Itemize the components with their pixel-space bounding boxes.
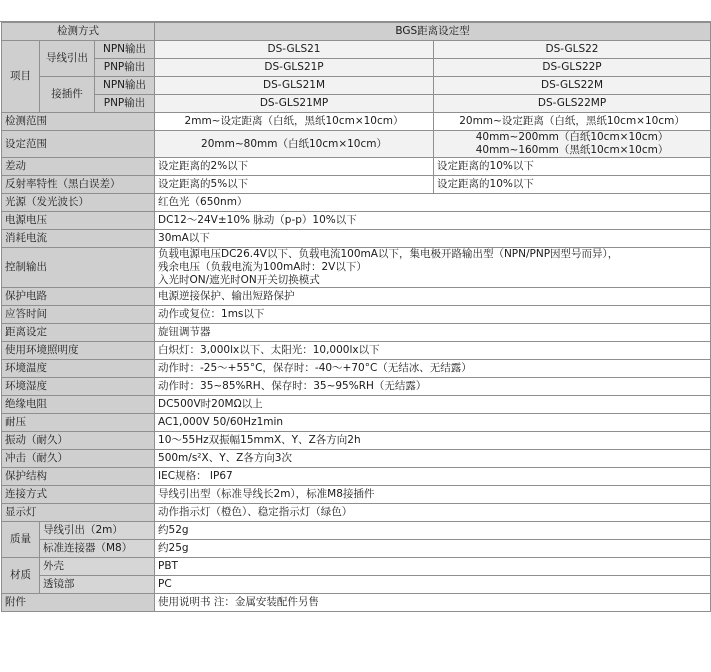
table-row <box>2 342 711 360</box>
row-sublabel: 透镜部 <box>40 576 155 594</box>
row-label: 冲击（耐久） <box>2 450 155 468</box>
row-value: 动作时：-25～+55°C，保存时：-40～+70°C（无结冰、无结露） <box>155 360 711 378</box>
row-label: 振动（耐久） <box>2 432 155 450</box>
row-value: 动作或复位：1ms以下 <box>155 306 711 324</box>
table-row <box>2 131 711 158</box>
table-row <box>2 95 711 113</box>
row-label: 使用环境照明度 <box>2 342 155 360</box>
table-row <box>2 324 711 342</box>
mass-label: 质量 <box>2 522 40 558</box>
table-row <box>2 248 711 288</box>
model-cell: DS-GLS22M <box>434 77 711 95</box>
row-value: DC12～24V±10% 脉动（p-p）10%以下 <box>155 212 711 230</box>
spec-table <box>1 22 711 612</box>
row-value: 约52g <box>155 522 711 540</box>
row-label: 光源（发光波长） <box>2 194 155 212</box>
pnp-label: PNP输出 <box>95 59 155 77</box>
row-value: PC <box>155 576 711 594</box>
row-value: 设定距离的10%以下 <box>434 176 711 194</box>
row-value: 动作指示灯（橙色）、稳定指示灯（绿色） <box>155 504 711 522</box>
table-row <box>2 522 711 540</box>
table-row <box>2 360 711 378</box>
model-cell: DS-GLS21MP <box>155 95 434 113</box>
table-row <box>2 59 711 77</box>
table-row <box>2 176 711 194</box>
row-label: 环境温度 <box>2 360 155 378</box>
table-row <box>2 558 711 576</box>
row-label: 耐压 <box>2 414 155 432</box>
row-value: 20mm~设定距离（白纸，黑纸10cm×10cm） <box>434 113 711 131</box>
method-label: 检测方式 <box>2 23 155 41</box>
row-value: 红色光（650nm） <box>155 194 711 212</box>
row-label: 显示灯 <box>2 504 155 522</box>
item-label: 项目 <box>2 41 40 113</box>
table-row <box>2 23 711 41</box>
row-sublabel: 导线引出（2m） <box>40 522 155 540</box>
row-value: 2mm~设定距离（白纸，黑纸10cm×10cm） <box>155 113 434 131</box>
table-row <box>2 77 711 95</box>
row-value: 约25g <box>155 540 711 558</box>
row-value-line: 40mm~160mm（黑纸10cm×10cm） <box>475 144 669 156</box>
model-cell: DS-GLS22P <box>434 59 711 77</box>
model-cell: DS-GLS22 <box>434 41 711 59</box>
pnp-label: PNP输出 <box>95 95 155 113</box>
model-cell: DS-GLS21P <box>155 59 434 77</box>
table-row <box>2 594 711 612</box>
row-label: 距离设定 <box>2 324 155 342</box>
table-row <box>2 414 711 432</box>
table-row <box>2 113 711 131</box>
material-label: 材质 <box>2 558 40 594</box>
row-value: PBT <box>155 558 711 576</box>
row-value: 设定距离的5%以下 <box>155 176 434 194</box>
row-value: 白炽灯：3,000lx以下、太阳光：10,000lx以下 <box>155 342 711 360</box>
wire-out-label: 导线引出 <box>40 41 95 77</box>
table-row <box>2 486 711 504</box>
row-label: 保护结构 <box>2 468 155 486</box>
row-label: 应答时间 <box>2 306 155 324</box>
npn-label: NPN输出 <box>95 41 155 59</box>
row-value: 设定距离的2%以下 <box>155 158 434 176</box>
row-label: 差动 <box>2 158 155 176</box>
connector-label: 接插件 <box>40 77 95 113</box>
row-label: 连接方式 <box>2 486 155 504</box>
row-label: 电源电压 <box>2 212 155 230</box>
row-label: 消耗电流 <box>2 230 155 248</box>
row-label: 检测范围 <box>2 113 155 131</box>
row-value: 10～55Hz双振幅15mmX、Y、Z各方向2h <box>155 432 711 450</box>
row-value: 旋钮调节器 <box>155 324 711 342</box>
table-row <box>2 306 711 324</box>
row-label: 控制输出 <box>2 248 155 288</box>
table-row <box>2 212 711 230</box>
model-cell: DS-GLS22MP <box>434 95 711 113</box>
row-value: 电源逆接保护、输出短路保护 <box>155 288 711 306</box>
row-value <box>434 131 711 158</box>
table-row <box>2 158 711 176</box>
model-cell: DS-GLS21 <box>155 41 434 59</box>
row-label: 保护电路 <box>2 288 155 306</box>
npn-label: NPN输出 <box>95 77 155 95</box>
table-row <box>2 450 711 468</box>
row-label: 设定范围 <box>2 131 155 158</box>
table-row <box>2 41 711 59</box>
table-row <box>2 540 711 558</box>
table-row <box>2 432 711 450</box>
row-value-line: 残余电压（负载电流为100mA时：2V以下） <box>158 261 367 273</box>
row-value: AC1,000V 50/60Hz1min <box>155 414 711 432</box>
model-cell: DS-GLS21M <box>155 77 434 95</box>
row-value: 30mA以下 <box>155 230 711 248</box>
row-label: 反射率特性（黑白误差） <box>2 176 155 194</box>
table-row <box>2 378 711 396</box>
row-value: 使用说明书 注：金属安装配件另售 <box>155 594 711 612</box>
row-value-line: 入光时ON/遮光时ON开关切换模式 <box>158 274 320 286</box>
table-row <box>2 194 711 212</box>
method-value: BGS距离设定型 <box>155 23 711 41</box>
row-value: DC500V时20MΩ以上 <box>155 396 711 414</box>
row-label: 附件 <box>2 594 155 612</box>
row-value: 动作时：35~85%RH、保存时：35~95%RH（无结露） <box>155 378 711 396</box>
table-row <box>2 468 711 486</box>
row-value: 设定距离的10%以下 <box>434 158 711 176</box>
row-sublabel: 外壳 <box>40 558 155 576</box>
table-row <box>2 396 711 414</box>
row-label: 环境湿度 <box>2 378 155 396</box>
row-label: 绝缘电阻 <box>2 396 155 414</box>
row-sublabel: 标准连接器（M8） <box>40 540 155 558</box>
row-value: IEC规格： IP67 <box>155 468 711 486</box>
row-value: 导线引出型（标准导线长2m），标准M8接插件 <box>155 486 711 504</box>
row-value: 20mm~80mm（白纸10cm×10cm） <box>155 131 434 158</box>
row-value: 500m/s²X、Y、Z各方向3次 <box>155 450 711 468</box>
table-row <box>2 504 711 522</box>
table-row <box>2 576 711 594</box>
table-row <box>2 288 711 306</box>
table-row <box>2 230 711 248</box>
row-value-line: 40mm~200mm（白纸10cm×10cm） <box>475 131 669 143</box>
row-value-line: 负载电源电压DC26.4V以下、负载电流100mA以下，集电极开路输出型（NPN/PNP因型号而异）， <box>158 248 619 260</box>
row-value <box>155 248 711 288</box>
